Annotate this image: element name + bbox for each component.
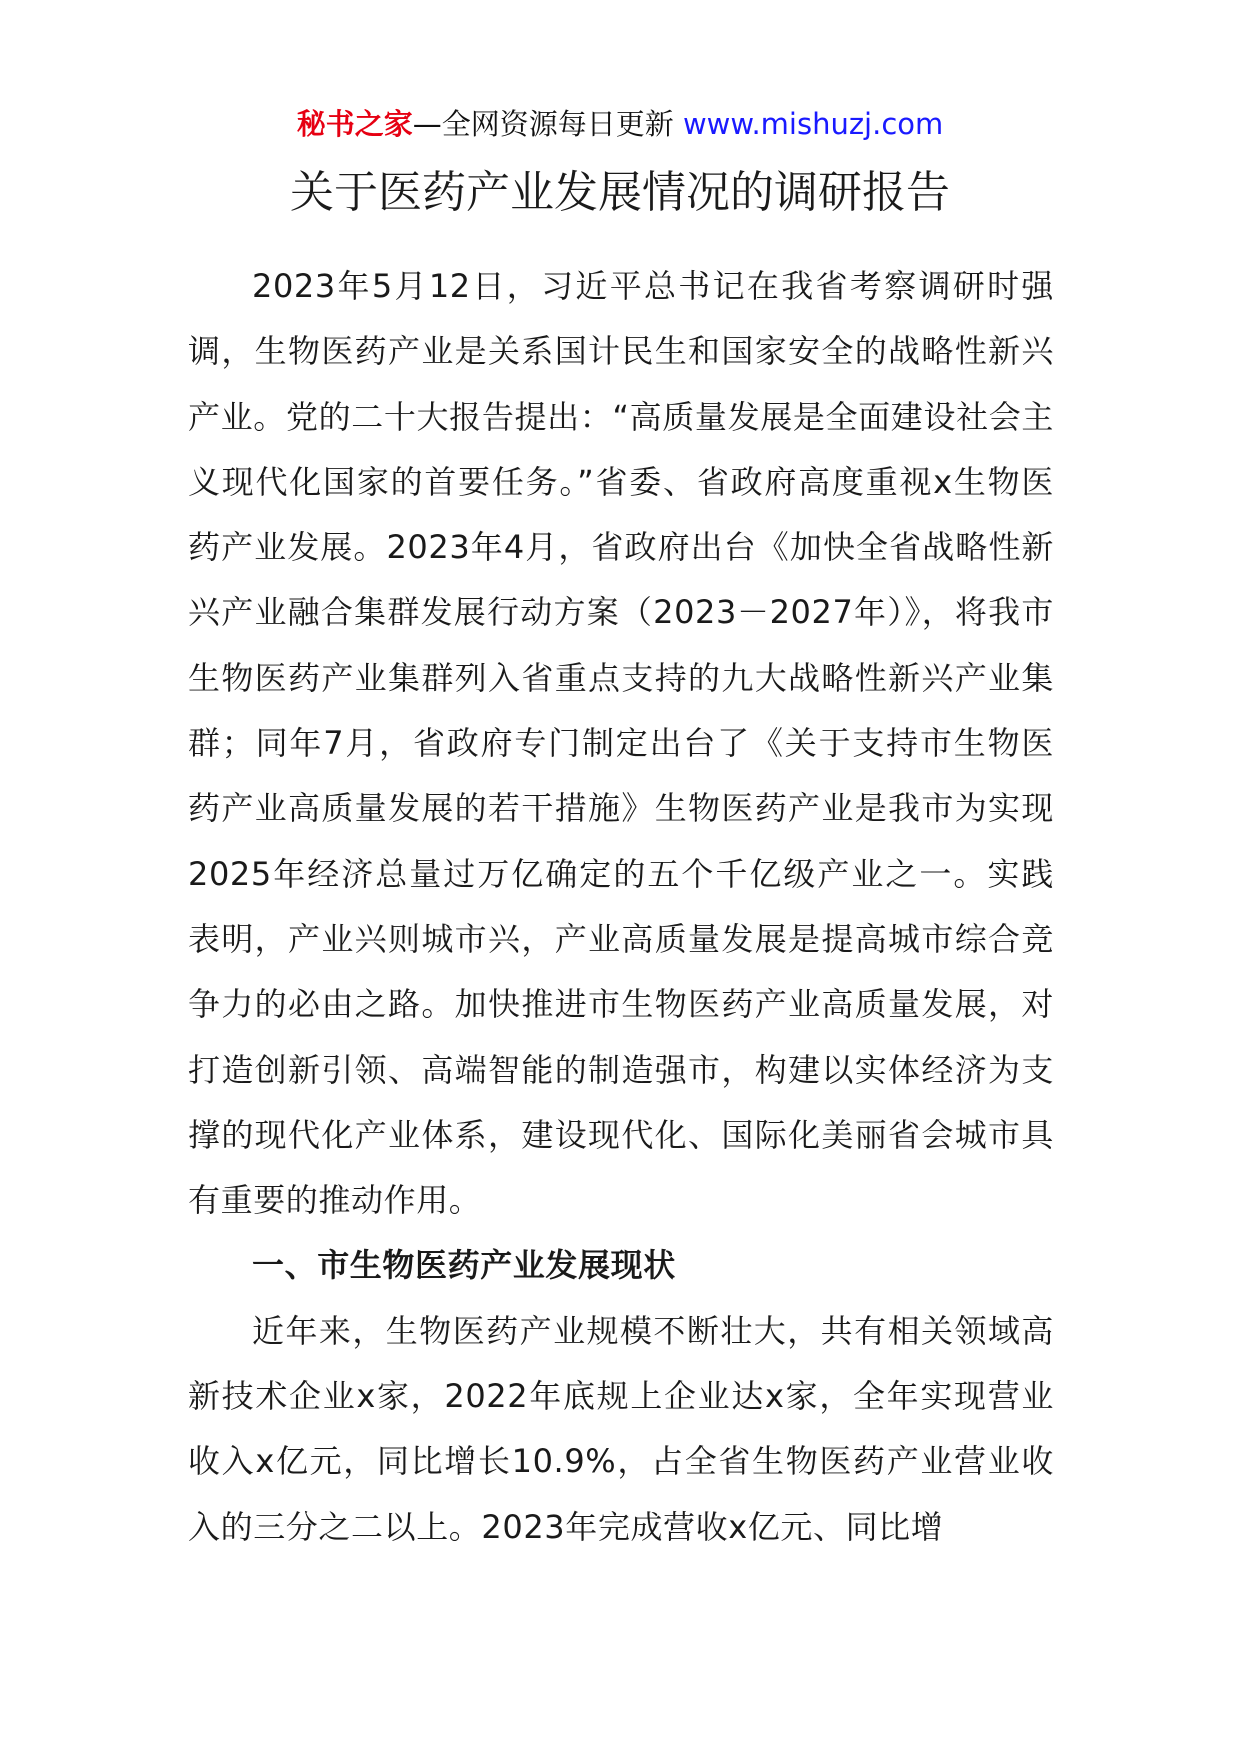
section-heading-1: 一、市生物医药产业发展现状: [252, 1246, 676, 1285]
paragraph-status: 近年来，生物医药产业规模不断壮大，共有相关领域高新技术企业x家，2022年底规上企业达x家，全年实现营业收入x亿元，同比增长10.9%，占全省生物医药产业营业收入的三分之二以上。2023年完成营收x亿元、同比增: [188, 1311, 1054, 1546]
site-url-link[interactable]: www.mishuzj.com: [682, 107, 944, 141]
document-title: 关于医药产业发展情况的调研报告: [290, 167, 950, 218]
banner-tagline: —全网资源每日更新: [412, 107, 674, 141]
paragraph-intro: 2023年5月12日，习近平总书记在我省考察调研时强调，生物医药产业是关系国计民生和国家安全的战略性新兴产业。党的二十大报告提出：“高质量发展是全面建设社会主义现代化国家的首要任务。”省委、省政府高度重视x生物医药产业发展。2023年4月，省政府出台《加快全省战略性新兴产业融合集群发展行动方案（2023－2027年）》，将我市生物医药产业集群列入省重点支持的九大战略性新兴产业集群；同年7月，省政府专门制定出台了《关于支持市生物医药产业高质量发展的若干措施》生物医药产业是我市为实现2025年经济总量过万亿确定的五个千亿级产业之一。实践表明，产业兴则城市兴，产业高质量发展是提高城市综合竞争力的必由之路。加快推进市生物医药产业高质量发展，对打造创新引领、高端智能的制造强市，构建以实体经济为支撑的现代化产业体系，建设现代化、国际化美丽省会城市具有重要的推动作用。: [188, 267, 1054, 1220]
brand-name: 秘书之家: [296, 107, 413, 141]
document-body: [188, 254, 1054, 1560]
site-banner: [0, 104, 1240, 144]
